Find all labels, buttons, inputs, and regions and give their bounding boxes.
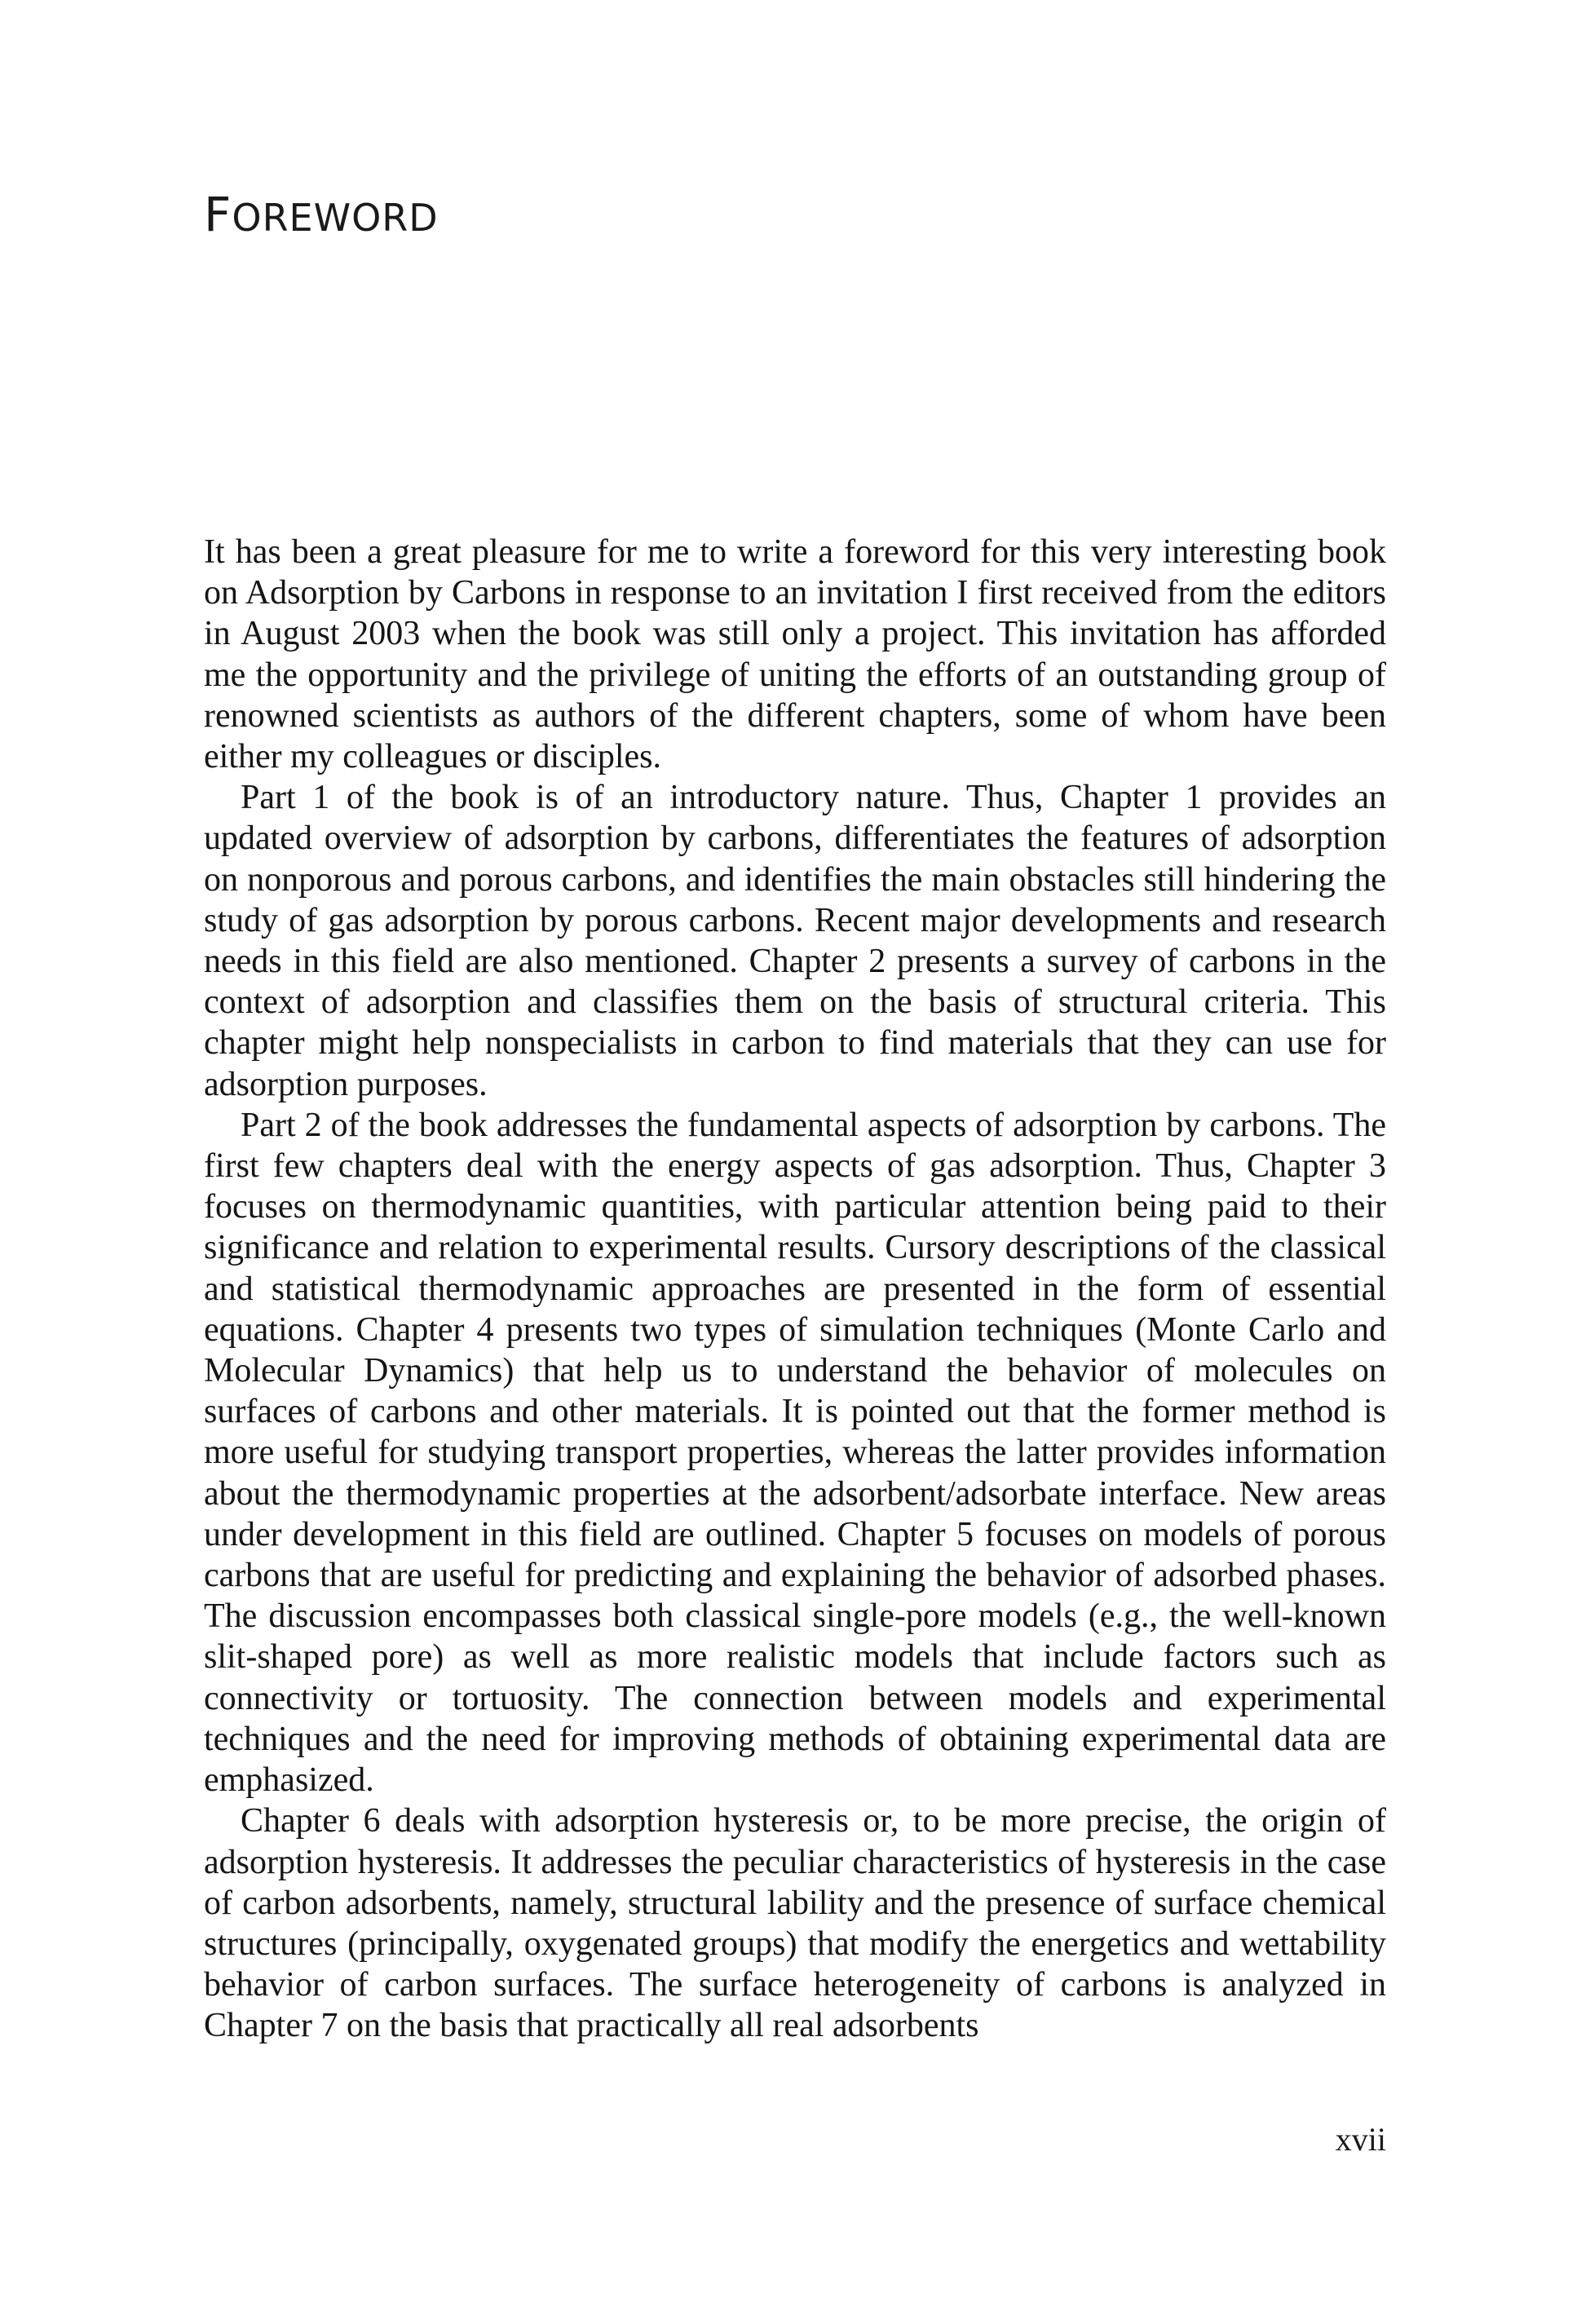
paragraph-1: It has been a great pleasure for me to write a foreword for this very interesting book on Adsorption by Carbons in response to an invitation I first received from the editors in August 2003 when the book was still only a project. This invitation has afforded me the opportunity and the privilege of uniting the efforts of an outstanding group of renowned scientists as authors of the different chapters, some of whom have been either my colleagues or disciples. xyxy=(204,533,1386,776)
page-number: xvii xyxy=(1335,2121,1386,2158)
paragraph-3: Part 2 of the book addresses the fundamental aspects of adsorption by carbons. The first few chapters deal with the energy aspects of gas adsorption. Thus, Chapter 3 focuses on thermodynamic quantities, with particular attention being paid to their significance and relation to experimental results. Cursory descriptions of the classical and statistical thermodynamic approaches are presented in the form of essential equations. Chapter 4 presents two types of simulation techniques (Monte Carlo and Molecular Dynamics) that help us to understand the behavior of molecules on surfaces of carbons and other materials. It is pointed out that the former method is more useful for studying transport properties, whereas the latter provides information about the thermodynamic properties at the adsorbent/adsorbate interface. New areas under development in this field are outlined. Chapter 5 focuses on models of porous carbons that are useful for predicting and explaining the behavior of adsorbed phases. The discussion encompasses both classical single-pore models (e.g., the well-known slit-shaped pore) as well as more realistic models that include factors such as connectivity or tortuosity. The connection between models and experimental techniques and the need for improving methods of obtaining experimental data are emphasized. xyxy=(204,1106,1386,1800)
paragraph-2: Part 1 of the book is of an introductory nature. Thus, Chapter 1 provides an updated overview of adsorption by carbons, differentiates the features of adsorption on nonporous and porous carbons, and identifies the main obstacles still hindering the study of gas adsorption by porous carbons. Recent major developments and research needs in this field are also mentioned. Chapter 2 presents a survey of carbons in the context of adsorption and classifies them on the basis of structural criteria. This chapter might help nonspecialists in carbon to find materials that they can use for adsorption purposes. xyxy=(204,779,1386,1103)
title-small-caps: OREWORD xyxy=(232,196,439,240)
paragraph-4: Chapter 6 deals with adsorption hysteresis or, to be more precise, the origin of adsorption hysteresis. It addresses the peculiar characteristics of hysteresis in the case of carbon adsorbents, namely, structural lability and the presence of surface chemical structures (principally, oxygenated groups) that modify the energetics and wettability behavior of carbon surfaces. The surface heterogeneity of carbons is analyzed in Chapter 7 on the basis that practically all real adsorbents xyxy=(204,1802,1386,2045)
page-title xyxy=(204,186,439,246)
title-initial: F xyxy=(204,187,232,242)
body-text xyxy=(204,532,1386,2047)
